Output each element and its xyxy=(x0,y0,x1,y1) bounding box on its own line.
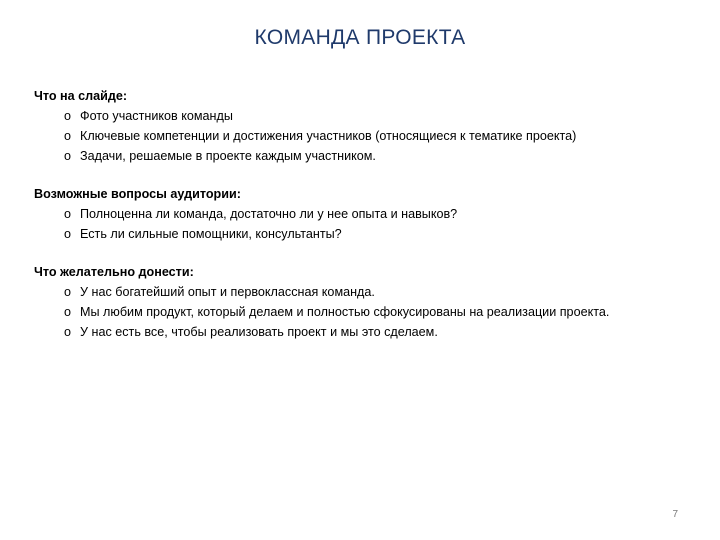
bullet-list xyxy=(34,106,674,166)
bullet-marker: o xyxy=(64,325,72,339)
slide-content xyxy=(34,86,674,342)
bullet-marker: o xyxy=(64,207,72,221)
bullet-marker: o xyxy=(64,129,72,143)
list-item xyxy=(64,322,674,342)
list-item-text: Мы любим продукт, который делаем и полностью сфокусированы на реализации проекта. xyxy=(80,305,610,319)
bullet-list xyxy=(34,204,674,244)
list-item-text: Полноценна ли команда, достаточно ли у нее опыта и навыков? xyxy=(80,207,458,221)
slide-title: КОМАНДА ПРОЕКТА xyxy=(254,26,466,49)
list-item xyxy=(64,204,674,224)
list-item-text: У нас богатейший опыт и первоклассная команда. xyxy=(80,285,375,299)
section-heading: Возможные вопросы аудитории: xyxy=(34,187,241,201)
section-audience-questions xyxy=(34,184,674,244)
bullet-marker: o xyxy=(64,109,72,123)
bullet-marker: o xyxy=(64,305,72,319)
list-item-text: Задачи, решаемые в проекте каждым участником. xyxy=(80,149,376,163)
bullet-marker: o xyxy=(64,285,72,299)
list-item-text: Ключевые компетенции и достижения участников (относящиеся к тематике проекта) xyxy=(80,129,577,143)
list-item xyxy=(64,302,674,322)
list-item-text: Фото участников команды xyxy=(80,109,233,123)
list-item xyxy=(64,282,674,302)
list-item xyxy=(64,106,674,126)
bullet-list xyxy=(34,282,674,342)
section-heading: Что желательно донести: xyxy=(34,265,194,279)
spacer xyxy=(34,166,674,184)
page-number: 7 xyxy=(672,509,678,520)
section-on-slide xyxy=(34,86,674,166)
bullet-marker: o xyxy=(64,227,72,241)
list-item-text: Есть ли сильные помощники, консультанты? xyxy=(80,227,342,241)
list-item xyxy=(64,146,674,166)
section-heading: Что на слайде: xyxy=(34,89,128,103)
list-item-text: У нас есть все, чтобы реализовать проект и мы это сделаем. xyxy=(80,325,438,339)
section-key-messages xyxy=(34,262,674,342)
list-item xyxy=(64,224,674,244)
spacer xyxy=(34,244,674,262)
list-item xyxy=(64,126,674,146)
bullet-marker: o xyxy=(64,149,72,163)
